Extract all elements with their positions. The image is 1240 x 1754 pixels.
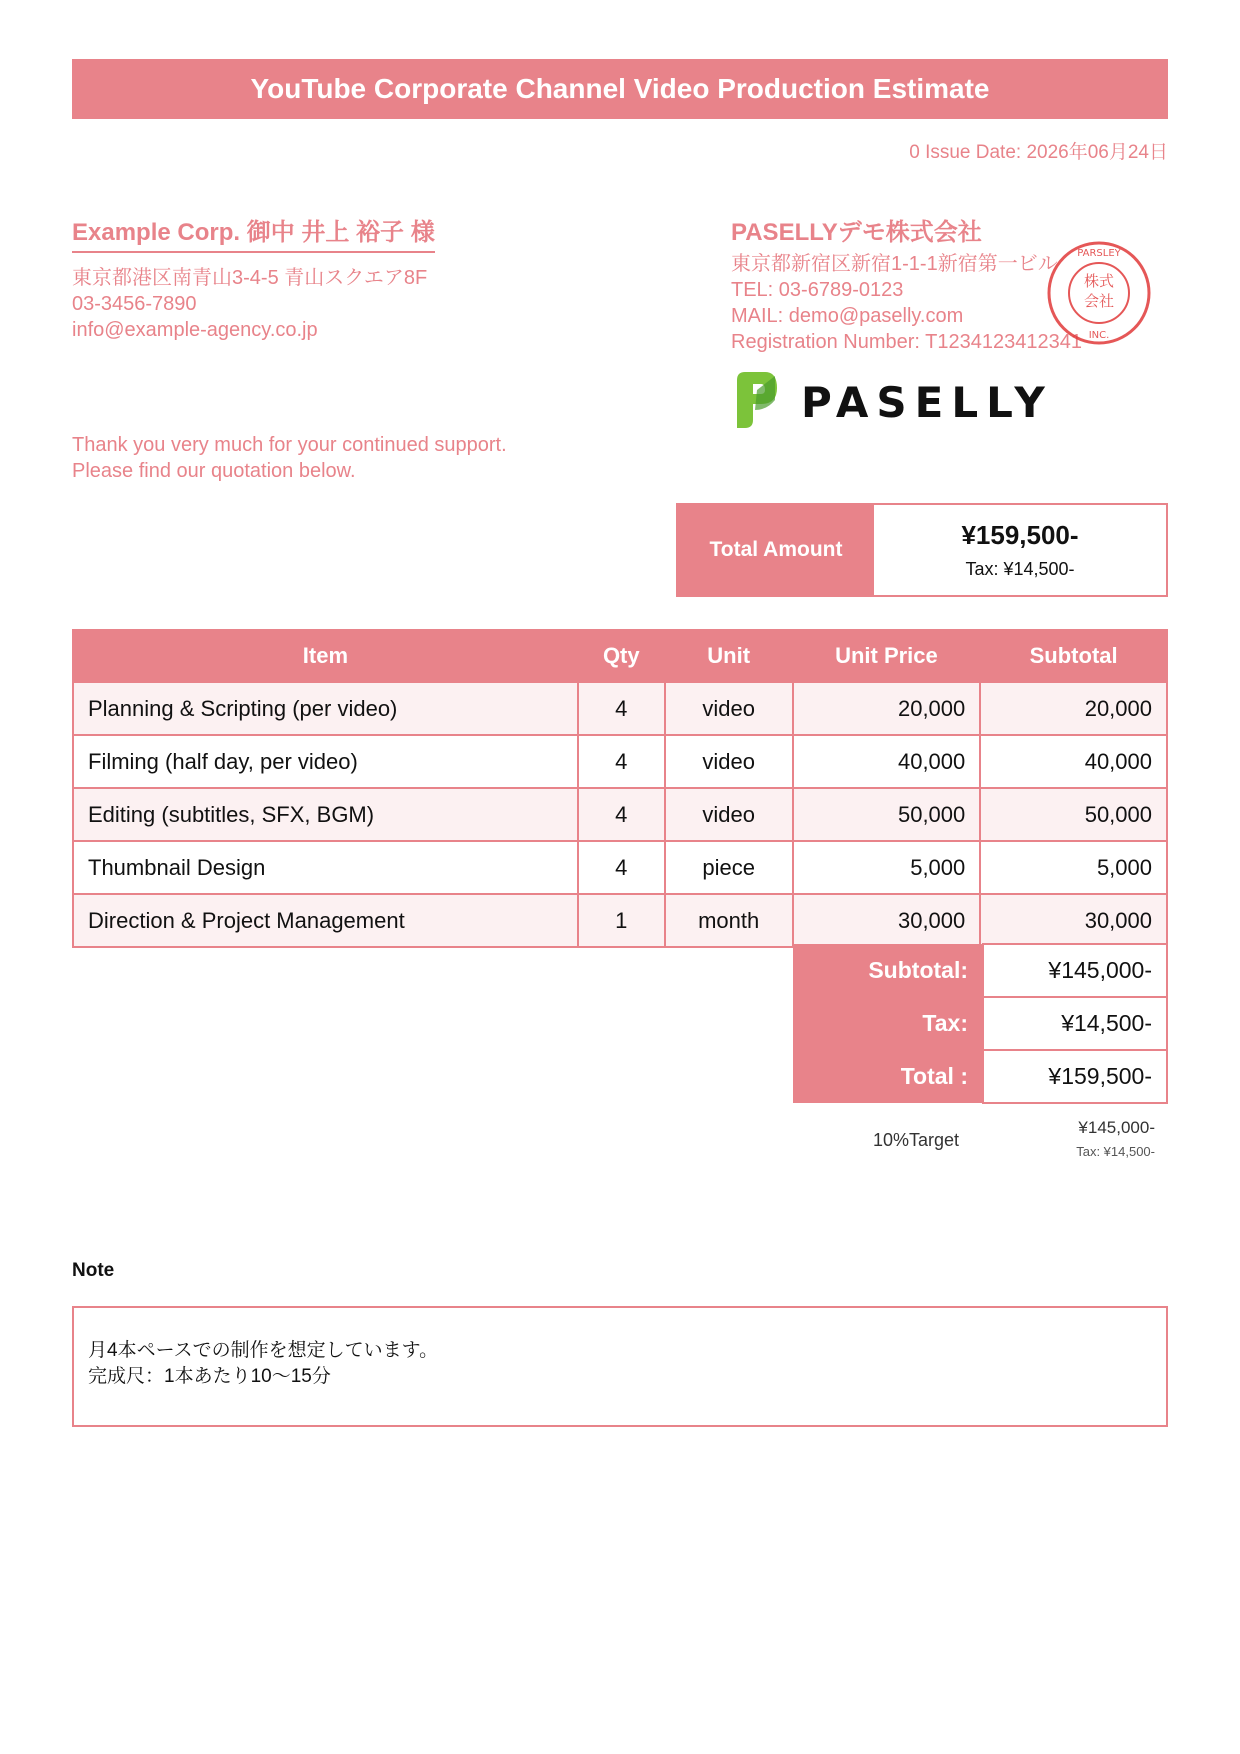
- client-address: 東京都港区南青山3-4-5 青山スクエア8F: [72, 267, 428, 289]
- client-email: info@example-agency.co.jp: [72, 319, 318, 341]
- document-title: YouTube Corporate Channel Video Production Estimate: [72, 59, 1168, 119]
- client-name: Example Corp. 御中 井上 裕子 様: [72, 212, 435, 253]
- summary-subtotal-row: [793, 944, 1167, 997]
- cell-item: Direction & Project Management: [73, 894, 578, 947]
- cell-unit-price: 50,000: [793, 788, 981, 841]
- client-phone: 03-3456-7890: [72, 293, 197, 315]
- table-row: [73, 894, 1167, 947]
- cell-qty: 1: [578, 894, 665, 947]
- summary-tax-row: [793, 997, 1167, 1050]
- total-amount-value: ¥159,500-: [961, 520, 1079, 550]
- header-qty: Qty: [578, 630, 665, 682]
- greeting-line-2: Please find our quotation below.: [72, 460, 356, 482]
- cell-subtotal: 5,000: [980, 841, 1167, 894]
- table-row: [73, 735, 1167, 788]
- issuer-registration: Registration Number: T1234123412341: [731, 331, 1082, 353]
- summary-total-label: Total :: [793, 1050, 983, 1103]
- table-row: [73, 788, 1167, 841]
- cell-item: Editing (subtitles, SFX, BGM): [73, 788, 578, 841]
- cell-qty: 4: [578, 788, 665, 841]
- client-block: [72, 212, 492, 343]
- note-line-1: 月4本ペースでの制作を想定しています。: [88, 1340, 439, 1361]
- greeting-text: [72, 432, 507, 484]
- summary-tax-label: Tax:: [793, 997, 983, 1050]
- cell-unit: video: [665, 788, 793, 841]
- summary-subtotal-label: Subtotal:: [793, 944, 983, 997]
- tax-breakdown-target: 10%Target: [873, 1130, 960, 1150]
- cell-subtotal: 50,000: [980, 788, 1167, 841]
- cell-unit: video: [665, 682, 793, 735]
- summary-total-row: [793, 1050, 1167, 1103]
- issuer-tel: TEL: 03-6789-0123: [731, 279, 904, 301]
- company-seal-stamp: [1046, 240, 1152, 346]
- cell-unit: video: [665, 735, 793, 788]
- table-header-row: [73, 630, 1167, 682]
- issue-date: 0 Issue Date: 2026年06月24日: [909, 142, 1168, 163]
- cell-qty: 4: [578, 682, 665, 735]
- total-amount-box: [676, 503, 1168, 597]
- cell-item: Thumbnail Design: [73, 841, 578, 894]
- svg-text:株式: 株式: [1083, 272, 1115, 290]
- cell-qty: 4: [578, 841, 665, 894]
- paselly-logo: [731, 370, 1061, 430]
- svg-text:会社: 会社: [1083, 292, 1115, 310]
- note-heading: Note: [72, 1260, 115, 1281]
- cell-qty: 4: [578, 735, 665, 788]
- header-unit-price: Unit Price: [793, 630, 981, 682]
- cell-unit-price: 20,000: [793, 682, 981, 735]
- issuer-address: 東京都新宿区新宿1-1-1新宿第一ビル: [731, 253, 1058, 275]
- cell-subtotal: 20,000: [980, 682, 1167, 735]
- svg-text:PARSLEY: PARSLEY: [1077, 248, 1121, 259]
- cell-subtotal: 30,000: [980, 894, 1167, 947]
- summary-table: [793, 943, 1168, 1104]
- total-amount-values: [874, 505, 1166, 595]
- cell-unit-price: 30,000: [793, 894, 981, 947]
- total-amount-label: Total Amount: [678, 505, 874, 595]
- tax-breakdown-amount: ¥145,000-: [1078, 1118, 1155, 1137]
- cell-subtotal: 40,000: [980, 735, 1167, 788]
- table-row: [73, 682, 1167, 735]
- cell-unit-price: 40,000: [793, 735, 981, 788]
- table-row: [73, 841, 1167, 894]
- cell-unit-price: 5,000: [793, 841, 981, 894]
- svg-text:PASELLY: PASELLY: [801, 378, 1053, 427]
- tax-breakdown-tax: Tax: ¥14,500-: [1076, 1144, 1155, 1159]
- summary-total-value: ¥159,500-: [983, 1050, 1167, 1103]
- header-subtotal: Subtotal: [980, 630, 1167, 682]
- summary-subtotal-value: ¥145,000-: [983, 944, 1167, 997]
- greeting-line-1: Thank you very much for your continued support.: [72, 434, 507, 456]
- header-item: Item: [73, 630, 578, 682]
- cell-unit: month: [665, 894, 793, 947]
- issuer-mail: MAIL: demo@paselly.com: [731, 305, 964, 327]
- cell-item: Filming (half day, per video): [73, 735, 578, 788]
- line-items-table: [72, 629, 1168, 948]
- header-unit: Unit: [665, 630, 793, 682]
- cell-item: Planning & Scripting (per video): [73, 682, 578, 735]
- svg-text:INC.: INC.: [1088, 330, 1110, 341]
- cell-unit: piece: [665, 841, 793, 894]
- summary-tax-value: ¥14,500-: [983, 997, 1167, 1050]
- note-box: [72, 1306, 1168, 1427]
- note-line-2: 完成尺：1本あたり10〜15分: [88, 1366, 331, 1387]
- total-amount-tax: Tax: ¥14,500-: [965, 559, 1075, 579]
- issuer-name: PASELLYデモ株式会社: [731, 219, 982, 246]
